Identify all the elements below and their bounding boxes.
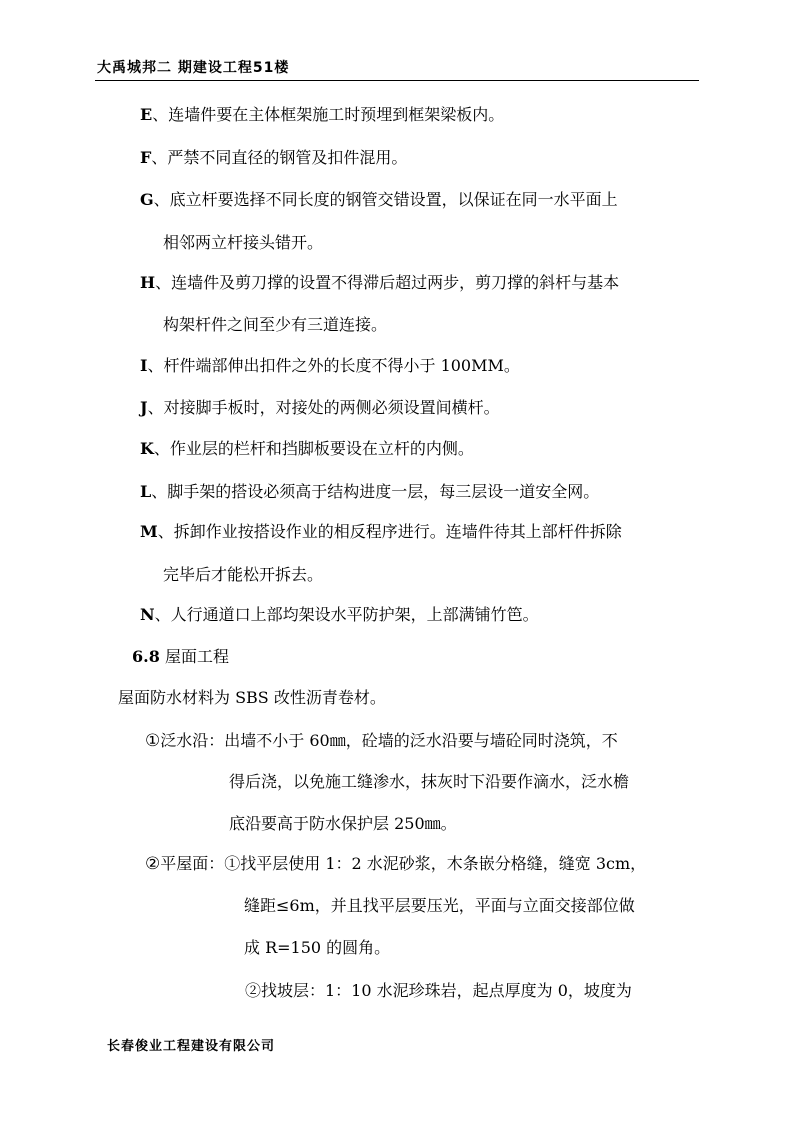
- paragraph-2-line-3: 成 R=150 的圆角。: [244, 938, 391, 957]
- list-item-j: [140, 397, 500, 419]
- circled-one-marker: ①: [145, 731, 161, 751]
- list-item-h: [140, 272, 619, 294]
- item-key: E: [140, 105, 153, 124]
- item-key: M: [140, 522, 158, 541]
- item-text: 、作业层的栏杆和挡脚板要设在立杆的内侧。: [153, 439, 474, 458]
- item-key: K: [140, 439, 154, 458]
- item-text: 、底立杆要选择不同长度的钢管交错设置，以保证在同一水平面上: [153, 190, 618, 209]
- item-text: 、人行通道口上部均架设水平防护架，上部满铺竹笆。: [154, 605, 539, 624]
- item-text: 、拆卸作业按搭设作业的相反程序进行。连墙件待其上部杆件拆除: [157, 522, 622, 541]
- list-item-n: [140, 604, 539, 626]
- item-text: 、脚手架的搭设必须高于结构进度一层，每三层设一道安全网。: [151, 482, 600, 501]
- paragraph-1-text: 泛水沿：出墙不小于 60㎜，砼墙的泛水沿要与墙砼同时浇筑，不: [160, 731, 618, 750]
- list-item-f: [140, 147, 407, 169]
- list-item-e: [140, 104, 504, 126]
- list-item-g: [140, 189, 618, 211]
- circled-two-marker: ②: [145, 854, 161, 874]
- paragraph-2-line-4: ②找坡层：1：10 水泥珍珠岩，起点厚度为 0，坡度为: [245, 981, 632, 1000]
- list-item-g-continued: 相邻两立杆接头错开。: [163, 233, 324, 252]
- item-key: G: [140, 190, 154, 209]
- paragraph-1-line-1: [145, 730, 618, 752]
- list-item-k: [140, 438, 474, 460]
- item-key: I: [140, 356, 148, 375]
- list-item-h-continued: 构架杆件之间至少有三道连接。: [163, 315, 388, 334]
- item-key: L: [140, 482, 152, 501]
- item-key: H: [140, 273, 156, 292]
- header-divider: [95, 80, 699, 81]
- list-item-i: [140, 355, 520, 377]
- list-item-l: [140, 481, 599, 503]
- section-intro: 屋面防水材料为 SBS 改性沥青卷材。: [118, 688, 386, 707]
- item-key: N: [140, 605, 155, 624]
- item-key: J: [140, 398, 148, 417]
- paragraph-2-line-1: [145, 853, 646, 875]
- list-item-m: [140, 521, 622, 543]
- section-heading: [132, 646, 229, 668]
- item-key: F: [140, 148, 152, 167]
- paragraph-2-line-2: 缝距≤6m，并且找平层要压光，平面与立面交接部位做: [244, 896, 635, 915]
- item-text: 、对接脚手板时，对接处的两侧必须设置间横杆。: [147, 398, 500, 417]
- list-item-m-continued: 完毕后才能松开拆去。: [163, 565, 324, 584]
- page-footer-company: 长春俊业工程建设有限公司: [107, 1039, 276, 1054]
- page-header-title: 大禹城邦二 期建设工程51楼: [97, 60, 290, 76]
- item-text: 、严禁不同直径的钢管及扣件混用。: [151, 148, 408, 167]
- item-text: 、杆件端部伸出扣件之外的长度不得小于 100MM。: [147, 356, 520, 375]
- section-title: 屋面工程: [164, 647, 229, 666]
- item-text: 、连墙件要在主体框架施工时预埋到框架梁板内。: [152, 105, 505, 124]
- item-text: 、连墙件及剪刀撑的设置不得滞后超过两步，剪刀撑的斜杆与基本: [155, 273, 620, 292]
- section-number: 6.8: [132, 647, 160, 666]
- paragraph-2-text: 平屋面：①找平层使用 1：2 水泥砂浆，木条嵌分格缝，缝宽 3cm，: [160, 854, 647, 873]
- paragraph-1-line-3: 底沿要高于防水保护层 250㎜。: [229, 814, 457, 833]
- paragraph-1-line-2: 得后浇，以免施工缝渗水，抹灰时下沿要作滴水，泛水檐: [229, 772, 630, 791]
